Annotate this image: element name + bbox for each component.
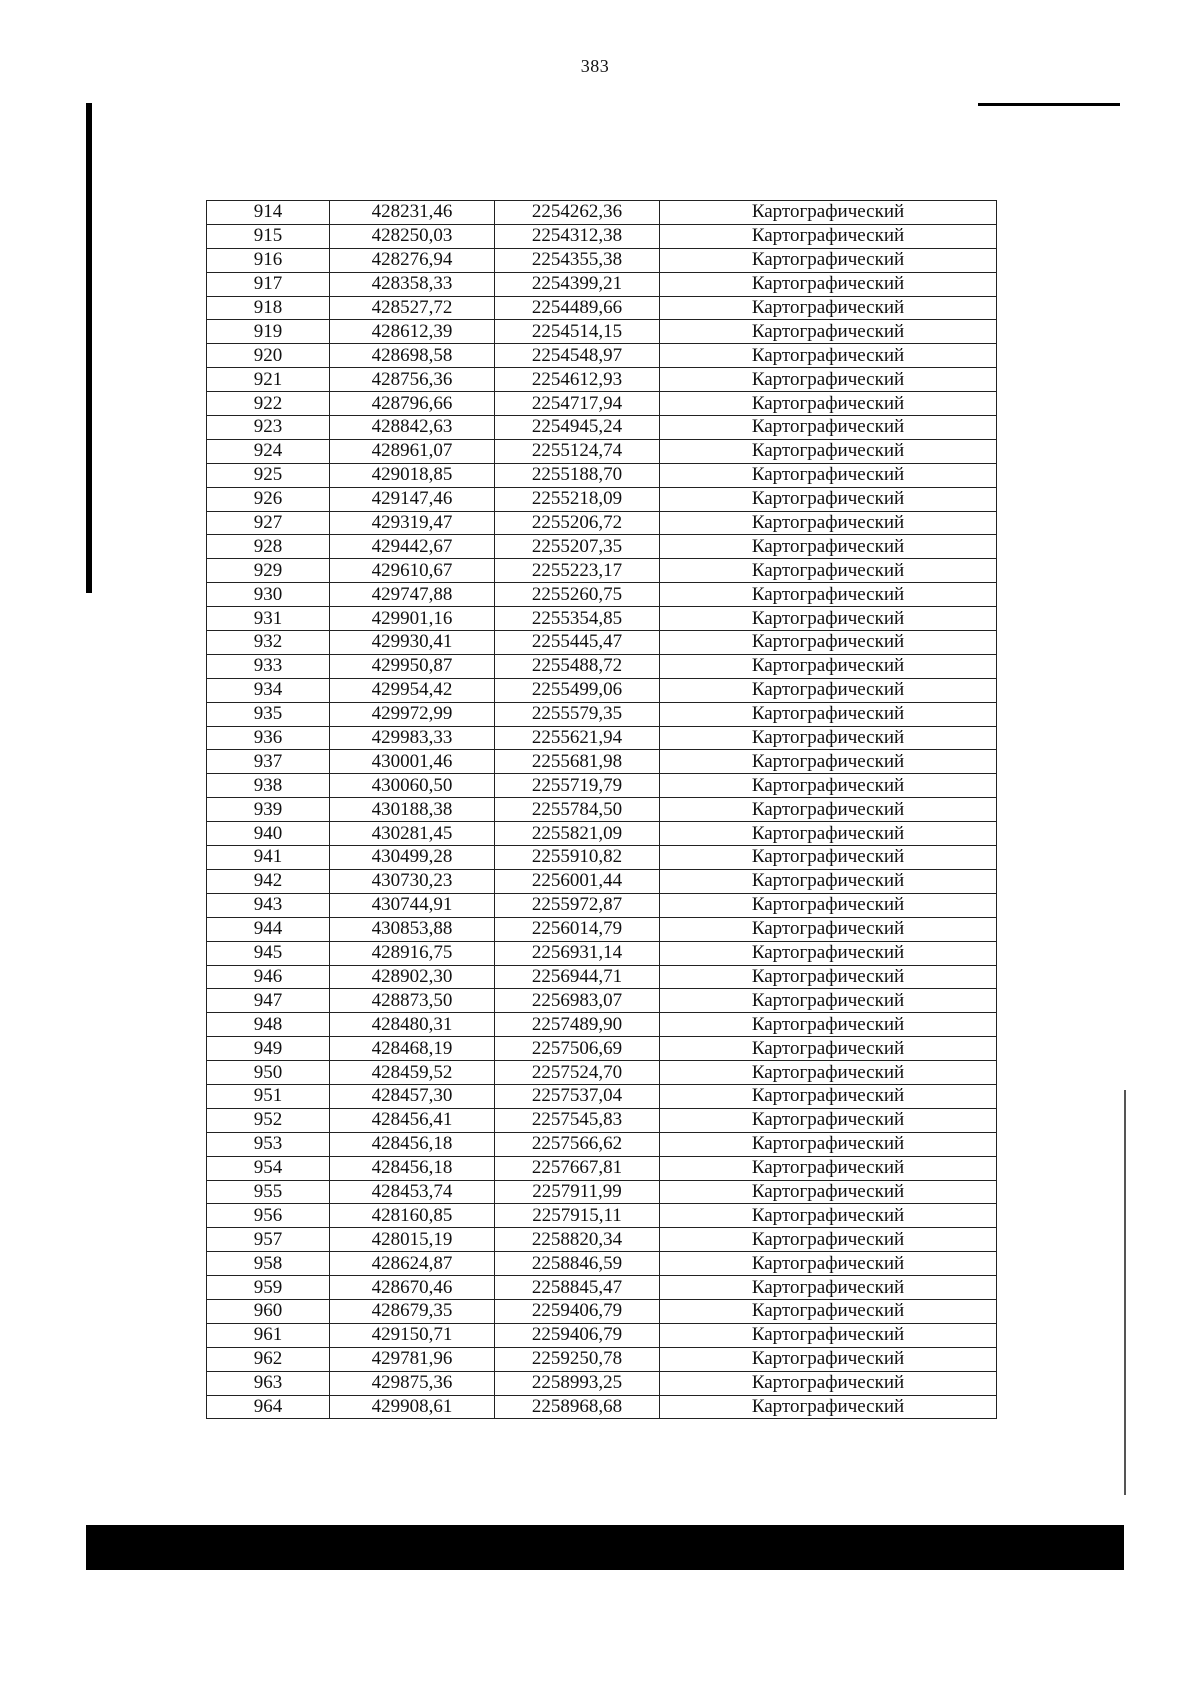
method-cell: Картографический: [660, 1108, 997, 1132]
y-coordinate-cell: 2258846,59: [495, 1252, 660, 1276]
table-row: [207, 869, 997, 893]
point-number-cell: 924: [207, 439, 330, 463]
method-cell: Картографический: [660, 487, 997, 511]
x-coordinate-cell: 430188,38: [330, 798, 495, 822]
y-coordinate-cell: 2256944,71: [495, 965, 660, 989]
point-number-cell: 951: [207, 1084, 330, 1108]
x-coordinate-cell: 428527,72: [330, 296, 495, 320]
x-coordinate-cell: 429950,87: [330, 654, 495, 678]
point-number-cell: 935: [207, 702, 330, 726]
method-cell: Картографический: [660, 1037, 997, 1061]
point-number-cell: 919: [207, 320, 330, 344]
method-cell: Картографический: [660, 1323, 997, 1347]
x-coordinate-cell: 428670,46: [330, 1276, 495, 1300]
y-coordinate-cell: 2257524,70: [495, 1061, 660, 1085]
y-coordinate-cell: 2255910,82: [495, 846, 660, 870]
x-coordinate-cell: 429983,33: [330, 726, 495, 750]
table-row: [207, 965, 997, 989]
x-coordinate-cell: 428457,30: [330, 1084, 495, 1108]
table-row: [207, 1061, 997, 1085]
point-number-cell: 939: [207, 798, 330, 822]
table-row: [207, 989, 997, 1013]
y-coordinate-cell: 2255218,09: [495, 487, 660, 511]
x-coordinate-cell: 429018,85: [330, 463, 495, 487]
point-number-cell: 918: [207, 296, 330, 320]
y-coordinate-cell: 2257667,81: [495, 1156, 660, 1180]
x-coordinate-cell: 428873,50: [330, 989, 495, 1013]
method-cell: Картографический: [660, 750, 997, 774]
page-number: 383: [580, 56, 610, 76]
method-cell: Картографический: [660, 1180, 997, 1204]
y-coordinate-cell: 2259406,79: [495, 1323, 660, 1347]
method-cell: Картографический: [660, 798, 997, 822]
y-coordinate-cell: 2254717,94: [495, 392, 660, 416]
x-coordinate-cell: 429747,88: [330, 583, 495, 607]
y-coordinate-cell: 2255188,70: [495, 463, 660, 487]
y-coordinate-cell: 2254355,38: [495, 248, 660, 272]
table-row: [207, 726, 997, 750]
table-row: [207, 1037, 997, 1061]
x-coordinate-cell: 428160,85: [330, 1204, 495, 1228]
x-coordinate-cell: 428468,19: [330, 1037, 495, 1061]
x-coordinate-cell: 428916,75: [330, 941, 495, 965]
y-coordinate-cell: 2255124,74: [495, 439, 660, 463]
x-coordinate-cell: 428456,18: [330, 1156, 495, 1180]
method-cell: Картографический: [660, 511, 997, 535]
x-coordinate-cell: 428698,58: [330, 344, 495, 368]
coordinates-table: [206, 200, 997, 1419]
x-coordinate-cell: 428456,41: [330, 1108, 495, 1132]
x-coordinate-cell: 428459,52: [330, 1061, 495, 1085]
table-row: [207, 559, 997, 583]
method-cell: Картографический: [660, 702, 997, 726]
method-cell: Картографический: [660, 893, 997, 917]
table-row: [207, 702, 997, 726]
method-cell: Картографический: [660, 774, 997, 798]
y-coordinate-cell: 2255681,98: [495, 750, 660, 774]
point-number-cell: 933: [207, 654, 330, 678]
x-coordinate-cell: 430060,50: [330, 774, 495, 798]
y-coordinate-cell: 2255972,87: [495, 893, 660, 917]
x-coordinate-cell: 428456,18: [330, 1132, 495, 1156]
y-coordinate-cell: 2257915,11: [495, 1204, 660, 1228]
method-cell: Картографический: [660, 726, 997, 750]
y-coordinate-cell: 2256983,07: [495, 989, 660, 1013]
table-row: [207, 1371, 997, 1395]
method-cell: Картографический: [660, 368, 997, 392]
y-coordinate-cell: 2255784,50: [495, 798, 660, 822]
method-cell: Картографический: [660, 846, 997, 870]
point-number-cell: 921: [207, 368, 330, 392]
table-row: [207, 1156, 997, 1180]
x-coordinate-cell: 429781,96: [330, 1347, 495, 1371]
method-cell: Картографический: [660, 654, 997, 678]
table-row: [207, 1084, 997, 1108]
table-row: [207, 320, 997, 344]
x-coordinate-cell: 429319,47: [330, 511, 495, 535]
point-number-cell: 941: [207, 846, 330, 870]
table-row: [207, 368, 997, 392]
point-number-cell: 923: [207, 416, 330, 440]
y-coordinate-cell: 2255206,72: [495, 511, 660, 535]
method-cell: Картографический: [660, 941, 997, 965]
y-coordinate-cell: 2254489,66: [495, 296, 660, 320]
point-number-cell: 937: [207, 750, 330, 774]
method-cell: Картографический: [660, 1299, 997, 1323]
y-coordinate-cell: 2254312,38: [495, 224, 660, 248]
point-number-cell: 947: [207, 989, 330, 1013]
point-number-cell: 916: [207, 248, 330, 272]
table-row: [207, 463, 997, 487]
x-coordinate-cell: 430853,88: [330, 917, 495, 941]
x-coordinate-cell: 428612,39: [330, 320, 495, 344]
point-number-cell: 930: [207, 583, 330, 607]
y-coordinate-cell: 2255207,35: [495, 535, 660, 559]
point-number-cell: 962: [207, 1347, 330, 1371]
point-number-cell: 959: [207, 1276, 330, 1300]
method-cell: Картографический: [660, 1395, 997, 1419]
table-row: [207, 1252, 997, 1276]
method-cell: Картографический: [660, 607, 997, 631]
point-number-cell: 926: [207, 487, 330, 511]
point-number-cell: 920: [207, 344, 330, 368]
y-coordinate-cell: 2255445,47: [495, 631, 660, 655]
table-row: [207, 1323, 997, 1347]
x-coordinate-cell: 430001,46: [330, 750, 495, 774]
y-coordinate-cell: 2254399,21: [495, 272, 660, 296]
x-coordinate-cell: 428015,19: [330, 1228, 495, 1252]
x-coordinate-cell: 429972,99: [330, 702, 495, 726]
point-number-cell: 948: [207, 1013, 330, 1037]
point-number-cell: 953: [207, 1132, 330, 1156]
x-coordinate-cell: 428276,94: [330, 248, 495, 272]
point-number-cell: 938: [207, 774, 330, 798]
point-number-cell: 929: [207, 559, 330, 583]
method-cell: Картографический: [660, 201, 997, 225]
method-cell: Картографический: [660, 965, 997, 989]
scan-top-rule: [978, 103, 1120, 106]
method-cell: Картографический: [660, 631, 997, 655]
x-coordinate-cell: 429901,16: [330, 607, 495, 631]
point-number-cell: 958: [207, 1252, 330, 1276]
method-cell: Картографический: [660, 1204, 997, 1228]
x-coordinate-cell: 428842,63: [330, 416, 495, 440]
method-cell: Картографический: [660, 320, 997, 344]
y-coordinate-cell: 2255499,06: [495, 678, 660, 702]
table-row: [207, 798, 997, 822]
table-row: [207, 774, 997, 798]
method-cell: Картографический: [660, 869, 997, 893]
table-row: [207, 1276, 997, 1300]
y-coordinate-cell: 2258968,68: [495, 1395, 660, 1419]
table-row: [207, 392, 997, 416]
y-coordinate-cell: 2257537,04: [495, 1084, 660, 1108]
table-row: [207, 607, 997, 631]
y-coordinate-cell: 2254548,97: [495, 344, 660, 368]
x-coordinate-cell: 428480,31: [330, 1013, 495, 1037]
x-coordinate-cell: 429908,61: [330, 1395, 495, 1419]
point-number-cell: 943: [207, 893, 330, 917]
point-number-cell: 934: [207, 678, 330, 702]
x-coordinate-cell: 429147,46: [330, 487, 495, 511]
table-row: [207, 272, 997, 296]
method-cell: Картографический: [660, 463, 997, 487]
scan-right-edge: [1124, 1090, 1126, 1495]
y-coordinate-cell: 2256014,79: [495, 917, 660, 941]
y-coordinate-cell: 2255579,35: [495, 702, 660, 726]
table-row: [207, 487, 997, 511]
method-cell: Картографический: [660, 1013, 997, 1037]
y-coordinate-cell: 2255260,75: [495, 583, 660, 607]
table-row: [207, 941, 997, 965]
table-row: [207, 224, 997, 248]
y-coordinate-cell: 2255223,17: [495, 559, 660, 583]
scan-bottom-band: [86, 1525, 1124, 1570]
x-coordinate-cell: 428902,30: [330, 965, 495, 989]
table-row: [207, 1299, 997, 1323]
x-coordinate-cell: 428250,03: [330, 224, 495, 248]
table-row: [207, 439, 997, 463]
point-number-cell: 952: [207, 1108, 330, 1132]
point-number-cell: 928: [207, 535, 330, 559]
point-number-cell: 956: [207, 1204, 330, 1228]
point-number-cell: 949: [207, 1037, 330, 1061]
table-row: [207, 654, 997, 678]
point-number-cell: 927: [207, 511, 330, 535]
y-coordinate-cell: 2254262,36: [495, 201, 660, 225]
table-row: [207, 583, 997, 607]
table-row: [207, 1108, 997, 1132]
table-row: [207, 201, 997, 225]
y-coordinate-cell: 2255719,79: [495, 774, 660, 798]
x-coordinate-cell: 430730,23: [330, 869, 495, 893]
method-cell: Картографический: [660, 416, 997, 440]
method-cell: Картографический: [660, 296, 997, 320]
y-coordinate-cell: 2254612,93: [495, 368, 660, 392]
table-row: [207, 678, 997, 702]
method-cell: Картографический: [660, 559, 997, 583]
table-row: [207, 1132, 997, 1156]
y-coordinate-cell: 2257506,69: [495, 1037, 660, 1061]
method-cell: Картографический: [660, 583, 997, 607]
method-cell: Картографический: [660, 1156, 997, 1180]
point-number-cell: 940: [207, 822, 330, 846]
table-row: [207, 631, 997, 655]
method-cell: Картографический: [660, 1084, 997, 1108]
x-coordinate-cell: 430281,45: [330, 822, 495, 846]
table-row: [207, 535, 997, 559]
table-row: [207, 1204, 997, 1228]
method-cell: Картографический: [660, 917, 997, 941]
method-cell: Картографический: [660, 535, 997, 559]
table-row: [207, 846, 997, 870]
table-row: [207, 1395, 997, 1419]
table-row: [207, 248, 997, 272]
point-number-cell: 961: [207, 1323, 330, 1347]
method-cell: Картографический: [660, 1228, 997, 1252]
y-coordinate-cell: 2259250,78: [495, 1347, 660, 1371]
y-coordinate-cell: 2254514,15: [495, 320, 660, 344]
method-cell: Картографический: [660, 248, 997, 272]
table-row: [207, 893, 997, 917]
point-number-cell: 945: [207, 941, 330, 965]
method-cell: Картографический: [660, 392, 997, 416]
table-row: [207, 1013, 997, 1037]
x-coordinate-cell: 430744,91: [330, 893, 495, 917]
table-row: [207, 511, 997, 535]
point-number-cell: 955: [207, 1180, 330, 1204]
table-row: [207, 416, 997, 440]
table-row: [207, 344, 997, 368]
point-number-cell: 922: [207, 392, 330, 416]
x-coordinate-cell: 428231,46: [330, 201, 495, 225]
y-coordinate-cell: 2255621,94: [495, 726, 660, 750]
point-number-cell: 925: [207, 463, 330, 487]
point-number-cell: 957: [207, 1228, 330, 1252]
table-row: [207, 750, 997, 774]
x-coordinate-cell: 429954,42: [330, 678, 495, 702]
point-number-cell: 964: [207, 1395, 330, 1419]
y-coordinate-cell: 2255354,85: [495, 607, 660, 631]
table-row: [207, 1180, 997, 1204]
table-row: [207, 1347, 997, 1371]
y-coordinate-cell: 2257911,99: [495, 1180, 660, 1204]
method-cell: Картографический: [660, 439, 997, 463]
y-coordinate-cell: 2255821,09: [495, 822, 660, 846]
x-coordinate-cell: 429930,41: [330, 631, 495, 655]
point-number-cell: 944: [207, 917, 330, 941]
point-number-cell: 914: [207, 201, 330, 225]
x-coordinate-cell: 428756,36: [330, 368, 495, 392]
y-coordinate-cell: 2257566,62: [495, 1132, 660, 1156]
point-number-cell: 954: [207, 1156, 330, 1180]
y-coordinate-cell: 2258993,25: [495, 1371, 660, 1395]
table-row: [207, 296, 997, 320]
point-number-cell: 960: [207, 1299, 330, 1323]
y-coordinate-cell: 2257545,83: [495, 1108, 660, 1132]
y-coordinate-cell: 2258845,47: [495, 1276, 660, 1300]
y-coordinate-cell: 2256001,44: [495, 869, 660, 893]
method-cell: Картографический: [660, 1252, 997, 1276]
y-coordinate-cell: 2257489,90: [495, 1013, 660, 1037]
table-row: [207, 1228, 997, 1252]
scan-margin-bar: [86, 103, 92, 593]
method-cell: Картографический: [660, 989, 997, 1013]
x-coordinate-cell: 429442,67: [330, 535, 495, 559]
y-coordinate-cell: 2255488,72: [495, 654, 660, 678]
x-coordinate-cell: 430499,28: [330, 846, 495, 870]
method-cell: Картографический: [660, 1371, 997, 1395]
point-number-cell: 917: [207, 272, 330, 296]
x-coordinate-cell: 428624,87: [330, 1252, 495, 1276]
x-coordinate-cell: 429610,67: [330, 559, 495, 583]
x-coordinate-cell: 428796,66: [330, 392, 495, 416]
method-cell: Картографический: [660, 1061, 997, 1085]
point-number-cell: 946: [207, 965, 330, 989]
method-cell: Картографический: [660, 1276, 997, 1300]
y-coordinate-cell: 2256931,14: [495, 941, 660, 965]
method-cell: Картографический: [660, 822, 997, 846]
x-coordinate-cell: 428358,33: [330, 272, 495, 296]
method-cell: Картографический: [660, 224, 997, 248]
point-number-cell: 963: [207, 1371, 330, 1395]
table-row: [207, 917, 997, 941]
coordinates-table-body: [207, 201, 997, 1419]
table-row: [207, 822, 997, 846]
point-number-cell: 915: [207, 224, 330, 248]
point-number-cell: 950: [207, 1061, 330, 1085]
method-cell: Картографический: [660, 1132, 997, 1156]
y-coordinate-cell: 2254945,24: [495, 416, 660, 440]
x-coordinate-cell: 428679,35: [330, 1299, 495, 1323]
method-cell: Картографический: [660, 344, 997, 368]
point-number-cell: 931: [207, 607, 330, 631]
method-cell: Картографический: [660, 272, 997, 296]
point-number-cell: 936: [207, 726, 330, 750]
point-number-cell: 932: [207, 631, 330, 655]
x-coordinate-cell: 428453,74: [330, 1180, 495, 1204]
x-coordinate-cell: 429875,36: [330, 1371, 495, 1395]
x-coordinate-cell: 429150,71: [330, 1323, 495, 1347]
method-cell: Картографический: [660, 1347, 997, 1371]
method-cell: Картографический: [660, 678, 997, 702]
y-coordinate-cell: 2258820,34: [495, 1228, 660, 1252]
x-coordinate-cell: 428961,07: [330, 439, 495, 463]
y-coordinate-cell: 2259406,79: [495, 1299, 660, 1323]
point-number-cell: 942: [207, 869, 330, 893]
